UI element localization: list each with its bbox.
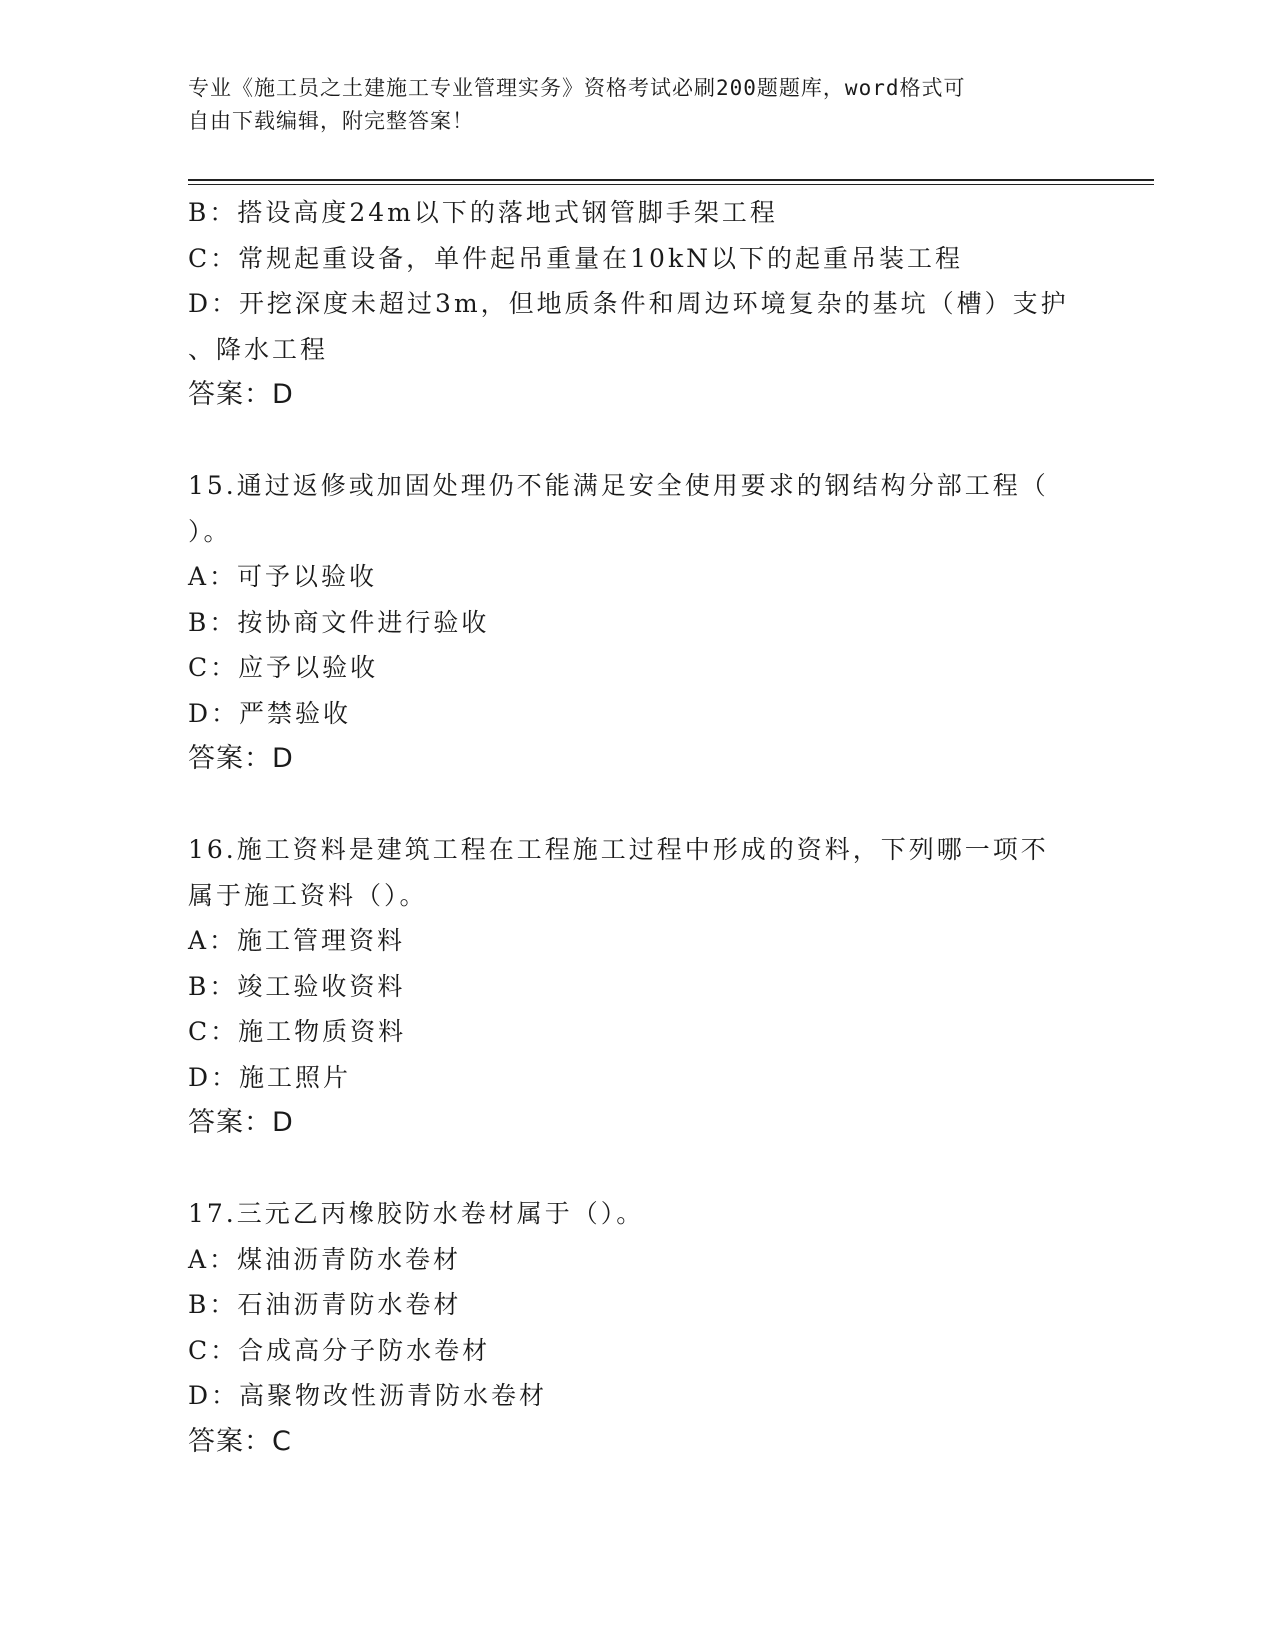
option-b: B：石油沥青防水卷材: [188, 1290, 462, 1319]
spacer: [188, 418, 1088, 464]
option-d: D：高聚物改性沥青防水卷材: [188, 1381, 548, 1410]
option-c: C：常规起重设备，单件起吊重量在10kN以下的起重吊装工程: [188, 243, 963, 273]
document-header: [188, 72, 1068, 138]
answer: 答案：D: [188, 379, 294, 410]
header-divider-thick: [188, 179, 1154, 181]
option-a: A：施工管理资料: [188, 926, 406, 955]
question-stem-line-1: 16.施工资料是建筑工程在工程施工过程中形成的资料，下列哪一项不: [188, 835, 1049, 864]
option-d-line-2: 、降水工程: [188, 334, 329, 364]
option-c: C：合成高分子防水卷材: [188, 1335, 491, 1365]
option-d: D：严禁验收: [188, 698, 352, 728]
option-c: C：应予以验收: [188, 653, 379, 682]
option-d: D：施工照片: [188, 1062, 352, 1092]
question-17: [188, 1191, 1088, 1464]
question-stem-line-1: 17.三元乙丙橡胶防水卷材属于（）。: [188, 1199, 645, 1228]
question-stem-line-1: 15.通过返修或加固处理仍不能满足安全使用要求的钢结构分部工程（: [188, 471, 1049, 500]
option-b: B：按协商文件进行验收: [188, 607, 490, 637]
question-16: [188, 827, 1088, 1146]
option-a: A：煤油沥青防水卷材: [188, 1244, 462, 1274]
question-stem-line-2: 属于施工资料（）。: [188, 880, 428, 910]
question-stem-line-2: ）。: [188, 516, 232, 546]
option-b: B：搭设高度24m以下的落地式钢管脚手架工程: [188, 198, 778, 227]
answer: 答案：C: [188, 1425, 292, 1457]
option-c: C：施工物质资料: [188, 1017, 407, 1046]
answer: 答案：D: [188, 1107, 294, 1138]
question-list: [188, 190, 1088, 1464]
option-b: B：竣工验收资料: [188, 971, 406, 1001]
question-15: [188, 463, 1088, 782]
answer: 答案：D: [188, 743, 294, 774]
spacer: [188, 782, 1088, 828]
header-divider-thin: [188, 184, 1154, 185]
option-d-line-1: D：开挖深度未超过3m，但地质条件和周边环境复杂的基坑（槽）支护: [188, 289, 1069, 318]
header-title-line-2: 自由下载编辑，附完整答案！: [188, 109, 474, 133]
question-14-continued: [188, 190, 1088, 418]
option-a: A：可予以验收: [188, 562, 378, 591]
header-title-line-1: 专业《施工员之土建施工专业管理实务》资格考试必刷200题题库，word格式可: [188, 76, 966, 100]
spacer: [188, 1146, 1088, 1192]
